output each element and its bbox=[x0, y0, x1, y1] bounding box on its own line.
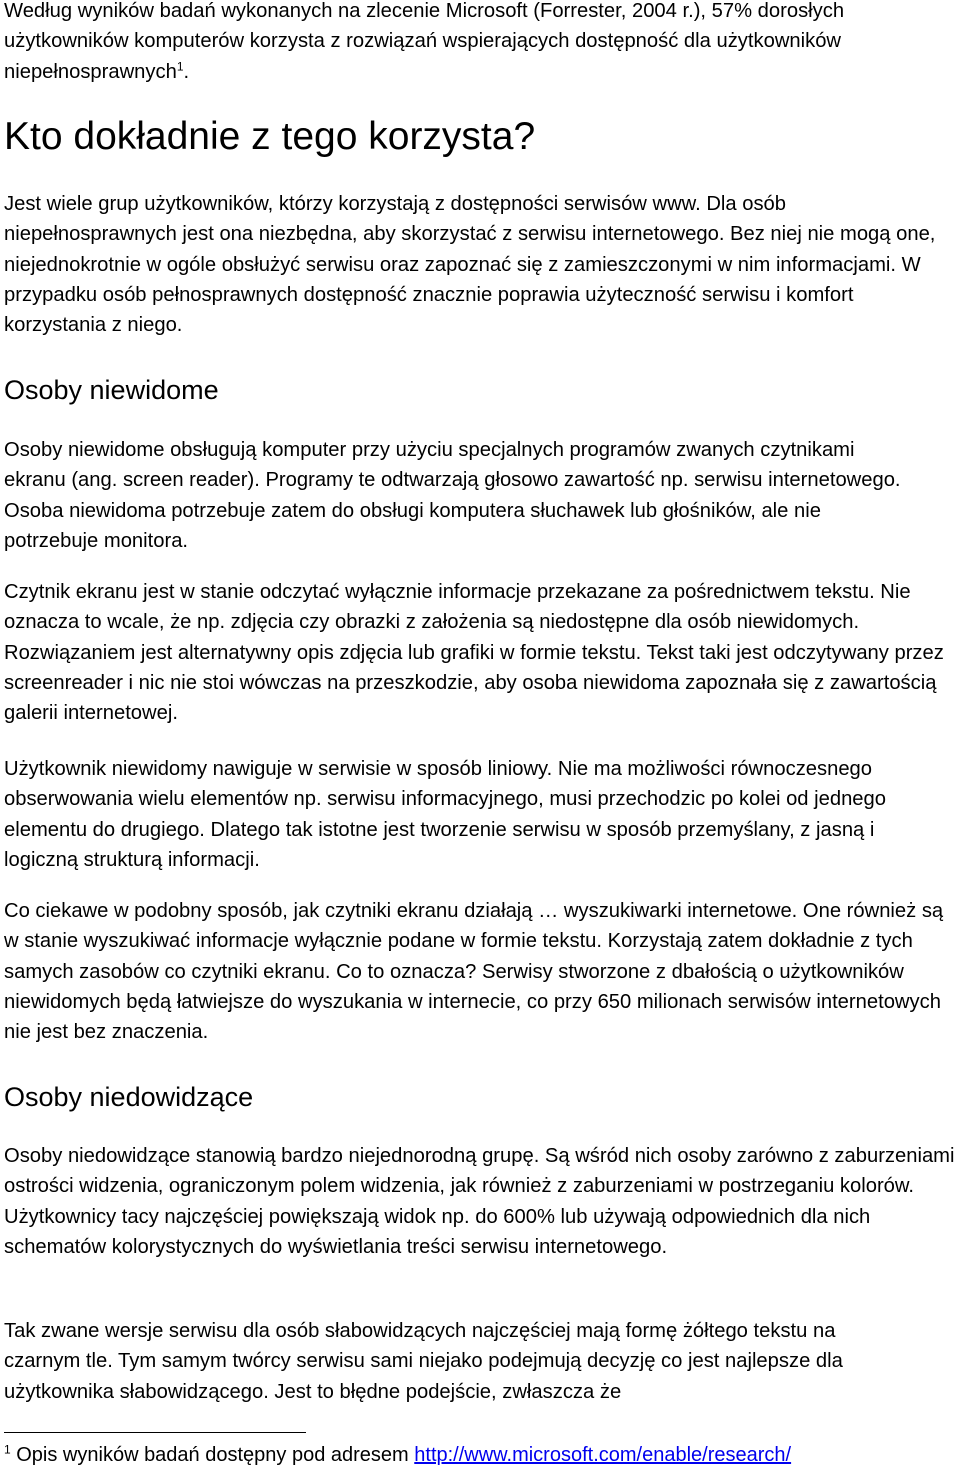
low-vision-paragraph-2: Tak zwane wersje serwisu dla osób słabowidzących najczęściej mają formę żółtego tekstu na czarnym tle. Tym samym twórcy serwisu sami niejako podejmują decyzję co jest najlepsze dla użytkownika słabowidzącego. Jest to błędne podejście, zwłaszcza że bbox=[4, 1320, 843, 1403]
section-heading-blind: Osoby niewidome bbox=[4, 375, 219, 405]
who-paragraph: Jest wiele grup użytkowników, którzy korzystają z dostępności serwisów www. Dla osób niepełnosprawnych jest ona niezbędna, aby skorzystać z serwisu internetowego. Bez niej nie mogą one, niejednokrotnie w ogóle obsłużyć serwisu oraz zapoznać się z zamieszczonymi w nim informacjami. W przypadku osób pełnosprawnych dostępność znacznie poprawia użyteczność serwisu i komfort korzystania z niego. bbox=[4, 193, 936, 337]
footnote-link[interactable]: http://www.microsoft.com/enable/research/ bbox=[414, 1444, 792, 1466]
blind-paragraph-1: Osoby niewidome obsługują komputer przy użyciu specjalnych programów zwanych czytnikami ekranu (ang. screen reader). Programy te odtwarzają głosowo zawartość np. serwisu internetowego. Osoba niewidoma potrzebuje zatem do obsługi komputera słuchawek lub głośników, ale nie potrzebuje monitora. bbox=[4, 439, 901, 552]
blind-paragraph-3: Użytkownik niewidomy nawiguje w serwisie w sposób liniowy. Nie ma możliwości równoczesnego obserwowania wielu elementów np. serwisu informacyjnego, musi przechodzic po kolei od jednego elementu do drugiego. Dlatego tak istotne jest tworzenie serwisu w sposób przemyślany, z jasną i logiczną strukturą informacji. bbox=[4, 758, 886, 871]
low-vision-paragraph-1: Osoby niedowidzące stanowią bardzo niejednorodną grupę. Są wśród nich osoby zarówno z zaburzeniami ostrości widzenia, ograniczonym polem widzenia, jak również z zaburzeniami w postrzeganiu kolorów. Użytkownicy tacy najczęściej powiększają widok np. do 600% lub używają odpowiednich dla nich schematów kolorystycznych do wyświetlania treści serwisu internetowego. bbox=[4, 1145, 955, 1258]
footnote-text: Opis wyników badań dostępny pod adresem bbox=[16, 1444, 409, 1466]
section-heading-low-vision: Osoby niedowidzące bbox=[4, 1082, 254, 1112]
blind-paragraph-2: Czytnik ekranu jest w stanie odczytać wyłącznie informacje przekazane za pośrednictwem tekstu. Nie oznacza to wcale, że np. zdjęcia czy obrazki z założenia są niedostępne dla osób niewidomych. Rozwiązaniem jest alternatywny opis zdjęcia lub grafiki w formie tekstu. Tekst taki jest odczytywany przez screenreader i nic nie stoi wówczas na przeszkodzie, aby osoba niewidoma zapoznała się z zawartością galerii internetowej. bbox=[4, 581, 944, 725]
footnote-marker: 1 bbox=[4, 1442, 11, 1457]
footnote bbox=[4, 1441, 791, 1469]
page-title: Kto dokładnie z tego korzysta? bbox=[4, 115, 536, 158]
intro-end: . bbox=[183, 60, 190, 83]
intro-paragraph bbox=[4, 0, 934, 87]
intro-text: Według wyników badań wykonanych na zlecenie Microsoft (Forrester, 2004 r.), 57% dorosłych użytkowników komputerów korzysta z rozwiązań wspierających dostępność dla użytkowników niepełnosprawnych bbox=[4, 0, 845, 83]
footnote-reference[interactable]: 1 bbox=[176, 58, 184, 73]
footnote-divider bbox=[4, 1432, 306, 1433]
blind-paragraph-4: Co ciekawe w podobny sposób, jak czytniki ekranu działają … wyszukiwarki internetowe. One również są w stanie wyszukiwać informacje wyłącznie podane w formie tekstu. Korzystają zatem dokładnie z tych samych zasobów co czytniki ekranu. Co to oznacza? Serwisy stworzone z dbałością o użytkowników niewidomych będą łatwiejsze do wyszukania w internecie, co przy 650 milionach serwisów internetowych nie jest bez znaczenia. bbox=[4, 900, 944, 1044]
